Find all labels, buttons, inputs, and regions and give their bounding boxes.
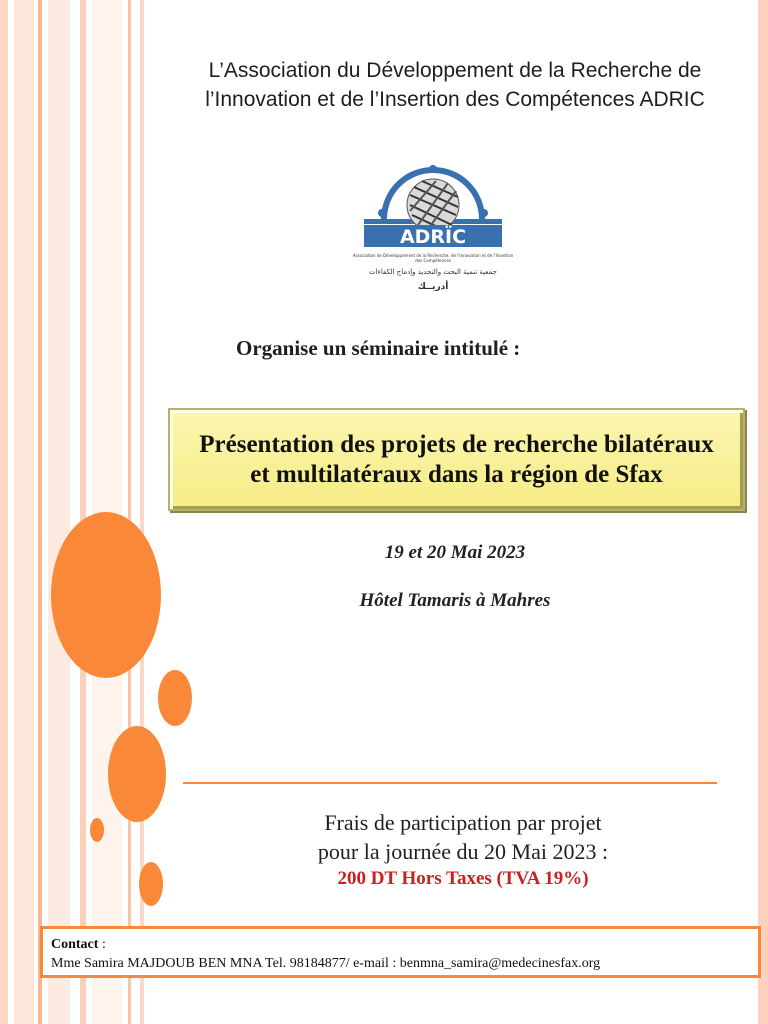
decor-circle-small-1 (158, 670, 192, 726)
divider (183, 782, 717, 784)
seminar-title-box (168, 408, 745, 511)
seminar-intro: Organise un séminaire intitulé : (236, 336, 521, 360)
fees-line-1: Frais de participation par projet (324, 810, 602, 835)
decor-circle-large (51, 512, 161, 678)
decor-stripe-1 (0, 0, 8, 1024)
decor-stripe-3 (38, 0, 42, 1024)
contact-label: Contact (51, 937, 99, 952)
organization-line-1: L’Association du Développement de la Recherche de (208, 59, 702, 82)
logo-acronym: ADRÏC (399, 226, 467, 248)
contact-box (40, 926, 761, 978)
adric-logo (352, 165, 514, 292)
fees-text (150, 808, 768, 866)
fees-price: 200 DT Hors Taxes (TVA 19%) (337, 868, 589, 889)
decor-stripe-4 (48, 0, 70, 1024)
adric-logo-emblem (352, 165, 514, 251)
logo-french-text: Association de Développement de la Recherche, de l'Innovation et de l'Insertion des Compétences (352, 253, 514, 263)
organization-line-2: l’Innovation et de l’Insertion des Compétences ADRIC (205, 88, 705, 111)
organization-header (150, 56, 760, 114)
logo-arabic-text: جمعية تنمية البحث والتجديد وإدماج الكفاءات (369, 268, 497, 276)
contact-separator: : (98, 937, 106, 952)
logo-arabic-acronym: أدريــك (417, 282, 449, 292)
contact-details: Mme Samira MAJDOUB BEN MNA Tel. 98184877/ e-mail : benmna_samira@medecinesfax.org (51, 956, 601, 971)
fees-line-2: pour la journée du 20 Mai 2023 : (317, 839, 609, 864)
seminar-dates: 19 et 20 Mai 2023 (384, 542, 526, 563)
decor-stripe-2 (14, 0, 34, 1024)
decor-stripe-5 (80, 0, 86, 1024)
seminar-venue: Hôtel Tamaris à Mahres (359, 590, 551, 611)
decor-circle-tiny (90, 818, 104, 842)
decor-stripe-7 (128, 0, 131, 1024)
seminar-title: Présentation des projets de recherche bilatéraux et multilatéraux dans la région de Sfax (199, 430, 714, 488)
